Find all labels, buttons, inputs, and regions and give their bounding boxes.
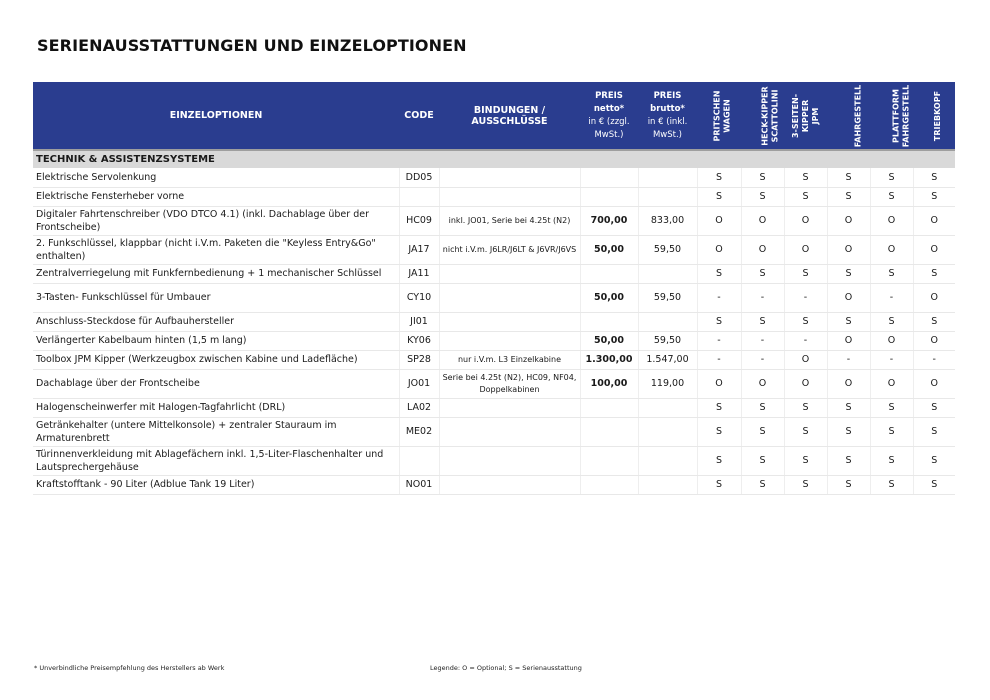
- availability-heckkipper: -: [741, 350, 784, 369]
- v6-line-1: TRIEBKOPF: [933, 90, 943, 142]
- page-title: SERIENAUSSTATTUNGEN UND EINZELOPTIONEN: [37, 36, 467, 55]
- option-bindings: Serie bei 4.25t (N2), HC09, NF04, Doppelkabinen: [439, 369, 580, 398]
- availability-pritschenwagen: S: [697, 187, 741, 206]
- availability-heckkipper: S: [741, 187, 784, 206]
- option-name: Verlängerter Kabelbaum hinten (1,5 m lang): [33, 331, 399, 350]
- col-header-plattform: [870, 82, 913, 150]
- v3-line-3: JPM: [811, 107, 821, 124]
- availability-plattform: S: [870, 264, 913, 283]
- availability-3seitenkipper: S: [784, 446, 827, 475]
- gross-sub-1: in € (inkl.: [647, 116, 688, 127]
- table-row: [33, 283, 955, 312]
- option-code: ME02: [399, 417, 439, 446]
- availability-plattform: O: [870, 331, 913, 350]
- net-sub-2: MwSt.): [594, 129, 624, 140]
- availability-fahrgestell: S: [827, 312, 870, 331]
- availability-triebkopf: S: [913, 312, 955, 331]
- availability-3seitenkipper: S: [784, 168, 827, 187]
- gross-sub-2: MwSt.): [652, 129, 683, 140]
- price-net: [580, 446, 638, 475]
- availability-plattform: S: [870, 398, 913, 417]
- option-bindings: nicht i.V.m. J6LR/J6LT & J6VR/J6VS: [439, 235, 580, 264]
- availability-pritschenwagen: S: [697, 446, 741, 475]
- option-code: DD05: [399, 168, 439, 187]
- col-header-3seitenkipper: [784, 82, 827, 150]
- availability-3seitenkipper: O: [784, 350, 827, 369]
- option-bindings: [439, 475, 580, 494]
- col-header-pritschenwagen: [697, 82, 741, 150]
- availability-plattform: -: [870, 283, 913, 312]
- availability-fahrgestell: S: [827, 168, 870, 187]
- table-row: [33, 235, 955, 264]
- availability-plattform: -: [870, 350, 913, 369]
- availability-triebkopf: S: [913, 264, 955, 283]
- table-row: [33, 417, 955, 446]
- availability-plattform: O: [870, 235, 913, 264]
- col-header-fahrgestell: [827, 82, 870, 150]
- col-header-options: EINZELOPTIONEN: [33, 82, 399, 150]
- availability-heckkipper: S: [741, 475, 784, 494]
- v3-line-1: 3-SEITEN-: [791, 93, 801, 138]
- availability-pritschenwagen: S: [697, 168, 741, 187]
- availability-3seitenkipper: -: [784, 283, 827, 312]
- option-name: Toolbox JPM Kipper (Werkzeugbox zwischen Kabine und Ladefläche): [33, 350, 399, 369]
- price-gross: [638, 446, 697, 475]
- v3-line-2: KIPPER: [801, 99, 811, 132]
- availability-triebkopf: S: [913, 417, 955, 446]
- price-gross: 59,50: [638, 331, 697, 350]
- option-name: Elektrische Fensterheber vorne: [33, 187, 399, 206]
- availability-3seitenkipper: S: [784, 312, 827, 331]
- option-code: JA17: [399, 235, 439, 264]
- availability-pritschenwagen: S: [697, 312, 741, 331]
- availability-pritschenwagen: O: [697, 235, 741, 264]
- gross-label-1: PREIS: [653, 90, 682, 101]
- price-gross: 59,50: [638, 235, 697, 264]
- availability-heckkipper: O: [741, 235, 784, 264]
- availability-triebkopf: O: [913, 283, 955, 312]
- availability-triebkopf: S: [913, 446, 955, 475]
- v1-line-2: WAGEN: [722, 98, 732, 133]
- table-row: [33, 206, 955, 235]
- price-net: 50,00: [580, 235, 638, 264]
- option-code: LA02: [399, 398, 439, 417]
- availability-triebkopf: O: [913, 235, 955, 264]
- availability-fahrgestell: S: [827, 398, 870, 417]
- col-header-triebkopf: [913, 82, 955, 150]
- availability-3seitenkipper: S: [784, 398, 827, 417]
- footnote-price: * Unverbindliche Preisempfehlung des Herstellers ab Werk: [34, 664, 225, 672]
- availability-fahrgestell: S: [827, 417, 870, 446]
- option-bindings: [439, 187, 580, 206]
- col-header-net-price: [580, 82, 638, 150]
- availability-heckkipper: S: [741, 446, 784, 475]
- availability-triebkopf: S: [913, 168, 955, 187]
- option-code: KY06: [399, 331, 439, 350]
- availability-plattform: S: [870, 187, 913, 206]
- availability-fahrgestell: O: [827, 283, 870, 312]
- availability-heckkipper: S: [741, 168, 784, 187]
- option-code: JA11: [399, 264, 439, 283]
- availability-triebkopf: S: [913, 187, 955, 206]
- availability-plattform: S: [870, 446, 913, 475]
- availability-3seitenkipper: S: [784, 417, 827, 446]
- availability-pritschenwagen: S: [697, 398, 741, 417]
- price-gross: [638, 168, 697, 187]
- section-title: TECHNIK & ASSISTENZSYSTEME: [33, 150, 955, 168]
- table-row: [33, 369, 955, 398]
- availability-heckkipper: O: [741, 369, 784, 398]
- availability-pritschenwagen: O: [697, 369, 741, 398]
- price-net: 100,00: [580, 369, 638, 398]
- col-header-heckkipper: [741, 82, 784, 150]
- availability-fahrgestell: O: [827, 369, 870, 398]
- v5-line-1: PLATTFORM: [891, 88, 901, 143]
- option-name: Zentralverriegelung mit Funkfernbedienung + 1 mechanischer Schlüssel: [33, 264, 399, 283]
- section-row: [33, 150, 955, 168]
- availability-3seitenkipper: O: [784, 369, 827, 398]
- price-net: [580, 187, 638, 206]
- option-name: Anschluss-Steckdose für Aufbauhersteller: [33, 312, 399, 331]
- table-row: [33, 331, 955, 350]
- option-name: 2. Funkschlüssel, klappbar (nicht i.V.m. Paketen die "Keyless Entry&Go" enthalten): [33, 235, 399, 264]
- v2-line-1: HECK-KIPPER: [760, 85, 770, 146]
- price-net: [580, 312, 638, 331]
- availability-fahrgestell: S: [827, 187, 870, 206]
- option-bindings: nur i.V.m. L3 Einzelkabine: [439, 350, 580, 369]
- option-bindings: [439, 168, 580, 187]
- price-gross: 1.547,00: [638, 350, 697, 369]
- availability-triebkopf: S: [913, 398, 955, 417]
- availability-triebkopf: O: [913, 206, 955, 235]
- v1-line-1: PRITSCHEN: [712, 90, 722, 141]
- option-name: Halogenscheinwerfer mit Halogen-Tagfahrlicht (DRL): [33, 398, 399, 417]
- option-code: [399, 187, 439, 206]
- availability-triebkopf: S: [913, 475, 955, 494]
- option-bindings: [439, 398, 580, 417]
- net-label: PREIS netto*: [593, 90, 625, 114]
- availability-3seitenkipper: -: [784, 331, 827, 350]
- availability-heckkipper: S: [741, 312, 784, 331]
- availability-plattform: S: [870, 168, 913, 187]
- price-net: [580, 417, 638, 446]
- price-gross: 833,00: [638, 206, 697, 235]
- option-name: Kraftstofftank - 90 Liter (Adblue Tank 19 Liter): [33, 475, 399, 494]
- availability-heckkipper: S: [741, 417, 784, 446]
- table-row: [33, 398, 955, 417]
- v5-line-2: FAHRGESTELL: [901, 84, 911, 147]
- availability-plattform: S: [870, 417, 913, 446]
- availability-fahrgestell: O: [827, 206, 870, 235]
- availability-pritschenwagen: S: [697, 264, 741, 283]
- availability-3seitenkipper: S: [784, 264, 827, 283]
- availability-triebkopf: O: [913, 331, 955, 350]
- price-gross: [638, 312, 697, 331]
- option-name: Getränkehalter (untere Mittelkonsole) + zentraler Stauraum im Armaturenbrett: [33, 417, 399, 446]
- option-code: SP28: [399, 350, 439, 369]
- table-row: [33, 350, 955, 369]
- availability-fahrgestell: O: [827, 235, 870, 264]
- option-code: JI01: [399, 312, 439, 331]
- table-row: [33, 446, 955, 475]
- col-header-bindings: BINDUNGEN / AUSSCHLÜSSE: [439, 82, 580, 150]
- availability-triebkopf: -: [913, 350, 955, 369]
- footnote-legend: Legende: O = Optional; S = Serienausstattung: [430, 664, 582, 672]
- option-name: Elektrische Servolenkung: [33, 168, 399, 187]
- option-name: 3-Tasten- Funkschlüssel für Umbauer: [33, 283, 399, 312]
- options-table: [33, 82, 955, 495]
- option-name: Dachablage über der Frontscheibe: [33, 369, 399, 398]
- option-bindings: [439, 331, 580, 350]
- price-net: [580, 475, 638, 494]
- col-header-code: CODE: [399, 82, 439, 150]
- availability-heckkipper: -: [741, 283, 784, 312]
- table-row: [33, 312, 955, 331]
- price-gross: [638, 264, 697, 283]
- option-code: JO01: [399, 369, 439, 398]
- availability-triebkopf: O: [913, 369, 955, 398]
- price-net: [580, 168, 638, 187]
- availability-plattform: S: [870, 312, 913, 331]
- table-header-row: [33, 82, 955, 150]
- table-row: [33, 168, 955, 187]
- price-gross: [638, 398, 697, 417]
- price-net: 1.300,00: [580, 350, 638, 369]
- price-net: 700,00: [580, 206, 638, 235]
- availability-pritschenwagen: -: [697, 350, 741, 369]
- price-gross: [638, 187, 697, 206]
- availability-plattform: O: [870, 206, 913, 235]
- price-net: 50,00: [580, 283, 638, 312]
- option-code: CY10: [399, 283, 439, 312]
- price-net: [580, 398, 638, 417]
- availability-pritschenwagen: S: [697, 417, 741, 446]
- table-row: [33, 187, 955, 206]
- gross-label-2: brutto*: [650, 103, 685, 114]
- availability-fahrgestell: S: [827, 264, 870, 283]
- option-bindings: [439, 264, 580, 283]
- price-net: [580, 264, 638, 283]
- net-sub-1: in € (zzgl.: [588, 116, 630, 127]
- availability-heckkipper: S: [741, 398, 784, 417]
- table-row: [33, 475, 955, 494]
- price-gross: [638, 475, 697, 494]
- availability-3seitenkipper: S: [784, 187, 827, 206]
- table-row: [33, 264, 955, 283]
- availability-fahrgestell: S: [827, 475, 870, 494]
- price-gross: [638, 417, 697, 446]
- availability-pritschenwagen: O: [697, 206, 741, 235]
- price-gross: 119,00: [638, 369, 697, 398]
- option-bindings: [439, 312, 580, 331]
- option-bindings: [439, 417, 580, 446]
- availability-3seitenkipper: S: [784, 475, 827, 494]
- option-code: NO01: [399, 475, 439, 494]
- option-code: HC09: [399, 206, 439, 235]
- availability-fahrgestell: S: [827, 446, 870, 475]
- v2-line-2: SCATTOLINI: [770, 89, 780, 142]
- availability-heckkipper: O: [741, 206, 784, 235]
- col-header-gross-price: [638, 82, 697, 150]
- v4-line-1: FAHRGESTELL: [853, 84, 863, 148]
- availability-heckkipper: -: [741, 331, 784, 350]
- availability-3seitenkipper: O: [784, 235, 827, 264]
- price-net: 50,00: [580, 331, 638, 350]
- option-name: Türinnenverkleidung mit Ablagefächern inkl. 1,5-Liter-Flaschenhalter und Lautsprechergehäuse: [33, 446, 399, 475]
- option-bindings: inkl. JO01, Serie bei 4.25t (N2): [439, 206, 580, 235]
- availability-3seitenkipper: O: [784, 206, 827, 235]
- availability-pritschenwagen: S: [697, 475, 741, 494]
- availability-heckkipper: S: [741, 264, 784, 283]
- availability-plattform: O: [870, 369, 913, 398]
- availability-plattform: S: [870, 475, 913, 494]
- option-bindings: [439, 446, 580, 475]
- price-gross: 59,50: [638, 283, 697, 312]
- availability-fahrgestell: -: [827, 350, 870, 369]
- option-bindings: [439, 283, 580, 312]
- availability-fahrgestell: O: [827, 331, 870, 350]
- availability-pritschenwagen: -: [697, 331, 741, 350]
- option-name: Digitaler Fahrtenschreiber (VDO DTCO 4.1) (inkl. Dachablage über der Frontscheibe): [33, 206, 399, 235]
- availability-pritschenwagen: -: [697, 283, 741, 312]
- option-code: [399, 446, 439, 475]
